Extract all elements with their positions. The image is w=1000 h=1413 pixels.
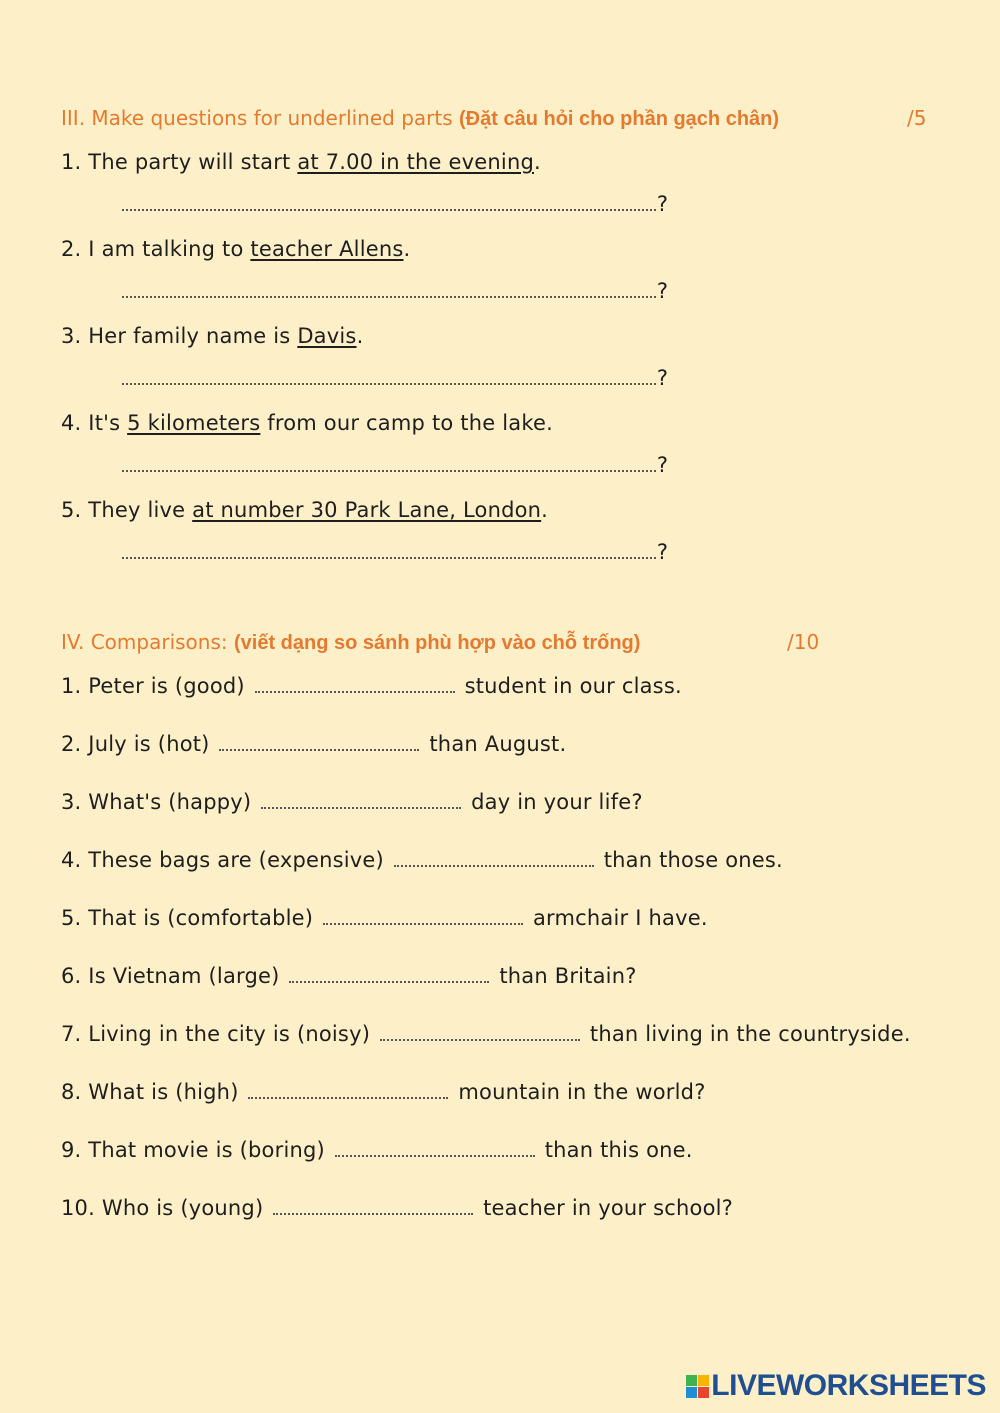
question-text: 5. They live (61, 498, 193, 522)
comparison-prompt: 6. Is Vietnam (large) (61, 964, 280, 988)
comparison-item-4 (61, 848, 783, 872)
question-text-end: . (403, 237, 411, 261)
answer-line-1[interactable] (122, 192, 668, 216)
fill-blank[interactable] (323, 922, 523, 925)
fill-blank[interactable] (261, 806, 461, 809)
comparison-prompt: 7. Living in the city is (noisy) (61, 1022, 371, 1046)
comparison-item-6 (61, 964, 637, 988)
comparison-prompt: 4. These bags are (expensive) (61, 848, 384, 872)
answer-blank[interactable] (122, 296, 656, 298)
logo-text: LIVEWORKSHEETS (711, 1369, 986, 1402)
comparison-prompt: 5. That is (comfortable) (61, 906, 314, 930)
underlined-part: Davis (297, 324, 357, 348)
section-4-heading (61, 630, 941, 655)
comparison-prompt: 10. Who is (young) (61, 1196, 264, 1220)
fill-blank[interactable] (248, 1096, 448, 1099)
question-text: 2. I am talking to (61, 237, 251, 261)
comparison-rest: than Britain? (499, 964, 637, 988)
underlined-part: at number 30 Park Lane, London (192, 498, 542, 522)
fill-blank[interactable] (273, 1212, 473, 1215)
comparison-item-10 (61, 1196, 733, 1220)
question-3 (61, 324, 363, 348)
answer-line-3[interactable] (122, 366, 668, 390)
question-mark: ? (656, 453, 668, 477)
comparison-item-7 (61, 1022, 911, 1046)
question-text-end: from our camp to the lake. (260, 411, 553, 435)
comparison-rest: mountain in the world? (458, 1080, 706, 1104)
question-text-end: . (541, 498, 549, 522)
comparison-prompt: 3. What's (happy) (61, 790, 252, 814)
fill-blank[interactable] (255, 690, 455, 693)
fill-blank[interactable] (219, 748, 419, 751)
answer-blank[interactable] (122, 209, 656, 211)
section-4-score: /10 (787, 630, 820, 654)
answer-blank[interactable] (122, 470, 656, 472)
fill-blank[interactable] (380, 1038, 580, 1041)
question-2 (61, 237, 410, 261)
liveworksheets-logo-icon (686, 1375, 709, 1398)
comparison-rest: than those ones. (603, 848, 783, 872)
fill-blank[interactable] (335, 1154, 535, 1157)
comparison-prompt: 2. July is (hot) (61, 732, 210, 756)
section-4-title-vi: (viết dạng so sánh phù hợp vào chỗ trống) (233, 632, 641, 654)
question-text: 3. Her family name is (61, 324, 298, 348)
comparison-rest: armchair I have. (532, 906, 708, 930)
comparison-rest: than August. (429, 732, 567, 756)
answer-blank[interactable] (122, 557, 656, 559)
answer-line-5[interactable] (122, 540, 668, 564)
underlined-part: at 7.00 in the evening (297, 150, 534, 174)
comparison-rest: day in your life? (471, 790, 643, 814)
section-3-heading (61, 106, 941, 131)
question-mark: ? (656, 540, 668, 564)
comparison-prompt: 8. What is (high) (61, 1080, 239, 1104)
comparison-item-2 (61, 732, 566, 756)
comparison-rest: than this one. (544, 1138, 693, 1162)
comparison-rest: student in our class. (464, 674, 682, 698)
question-text: 4. It's (61, 411, 128, 435)
comparison-item-5 (61, 906, 708, 930)
question-mark: ? (656, 279, 668, 303)
fill-blank[interactable] (289, 980, 489, 983)
answer-line-2[interactable] (122, 279, 668, 303)
underlined-part: teacher Allens (250, 237, 404, 261)
question-text-end: . (533, 150, 541, 174)
comparison-item-3 (61, 790, 643, 814)
underlined-part: 5 kilometers (127, 411, 261, 435)
liveworksheets-logo (686, 1369, 986, 1403)
section-3-score: /5 (907, 106, 927, 130)
answer-line-4[interactable] (122, 453, 668, 477)
section-4-title: IV. Comparisons: (61, 630, 228, 654)
question-text: 1. The party will start (61, 150, 298, 174)
section-3-title-vi: (Đặt câu hỏi cho phần gạch chân) (459, 108, 780, 130)
comparison-prompt: 9. That movie is (boring) (61, 1138, 325, 1162)
comparison-item-8 (61, 1080, 706, 1104)
comparison-prompt: 1. Peter is (good) (61, 674, 245, 698)
section-3-title: III. Make questions for underlined parts (61, 106, 453, 130)
comparison-item-1 (61, 674, 682, 698)
fill-blank[interactable] (394, 864, 594, 867)
comparison-rest: teacher in your school? (483, 1196, 734, 1220)
comparison-item-9 (61, 1138, 693, 1162)
question-text-end: . (356, 324, 364, 348)
question-1 (61, 150, 541, 174)
question-mark: ? (656, 366, 668, 390)
question-5 (61, 498, 548, 522)
question-4 (61, 411, 553, 435)
question-mark: ? (656, 192, 668, 216)
comparison-rest: than living in the countryside. (589, 1022, 911, 1046)
answer-blank[interactable] (122, 383, 656, 385)
